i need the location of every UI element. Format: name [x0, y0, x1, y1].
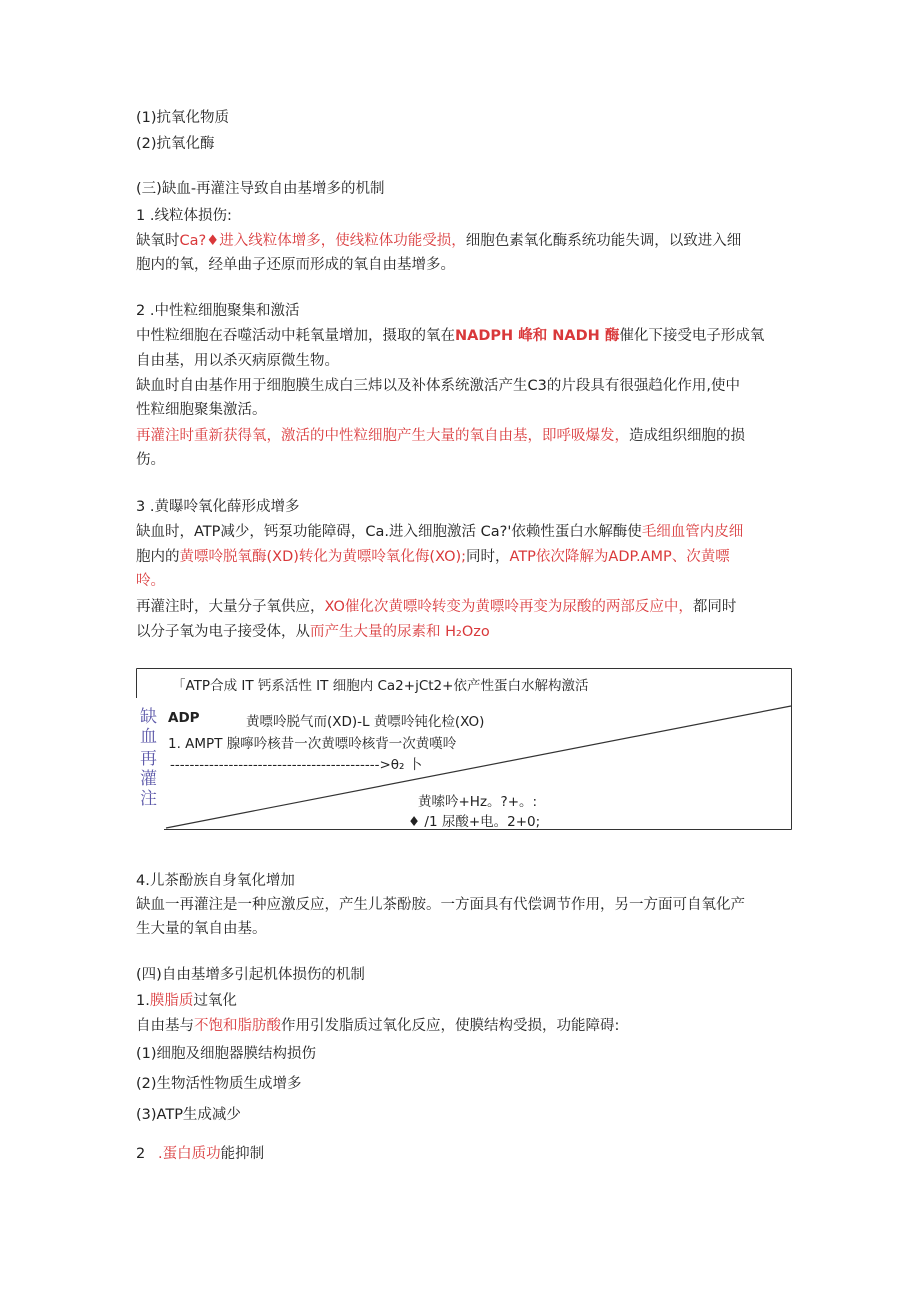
paragraph-line: 自由基与不饱和脂肪酸作用引发脂质过氧化反应，使膜结构受损，功能障碍:	[136, 1018, 620, 1034]
section-heading: (四)自由基增多引起机体损伤的机制	[136, 967, 365, 983]
subheading: 1 .线粒体损伤:	[136, 208, 232, 224]
paragraph-line: 胞内的黄嘌呤脱氧酶(XD)转化为黄嘌呤氧化侮(XO);同时，ATP依次降解为ADP.AMP、次黄嘌	[136, 549, 730, 565]
paragraph-line: 以分子氧为电子接受体，从而产生大量的尿素和 H₂Ozo	[136, 624, 490, 640]
paragraph-line: 中性粒细胞在吞噬活动中耗氧量增加，摄取的氧在NADPH 峰和 NADH 酶催化下接受电子形成氧	[136, 328, 765, 344]
list-item: (1)细胞及细胞器膜结构损伤	[136, 1046, 317, 1062]
subheading: 1.膜脂质过氧化	[136, 993, 237, 1009]
paragraph-line: 再灌注时重新获得氧，激活的中性粒细胞产生大量的氧自由基，即呼吸爆发，造成组织细胞的损	[136, 428, 745, 444]
paragraph-line: 呤。	[136, 573, 165, 589]
subheading: 4.儿茶酚族自身氧化增加	[136, 873, 295, 889]
paragraph-line: 缺血时，ATP减少，钙泵功能障碍，Ca.进入细胞激活 Ca?'依赖性蛋白水解酶使毛细血管内皮细	[136, 524, 744, 540]
side-label-reperfusion: 再 灌 注	[140, 749, 157, 809]
subheading: 3 .黄曝呤氧化薛形成增多	[136, 499, 300, 515]
diagram-top-text: 「ATP合成 IT 钙系活性 IT 细胞内 Ca2+jCt2+依产性蛋白水解构激活	[172, 678, 589, 694]
diagram-line1: 黄嗦吟+Hz。?+。:	[418, 794, 538, 810]
subheading: 2 .中性粒细胞聚集和激活	[136, 303, 300, 319]
paragraph-line: 再灌注时，大量分子氧供应，XO催化次黄嘌呤转变为黄嘌呤再变为尿酸的两部反应中，都同时	[136, 599, 737, 615]
paragraph-line: 胞内的氧，经单曲子还原而形成的氧自由基增多。	[136, 257, 455, 273]
list-item: (2)生物活性物质生成增多	[136, 1076, 302, 1092]
paragraph-line: 生大量的氧自由基。	[136, 921, 267, 937]
paragraph-line: 缺血一再灌注是一种应激反应，产生儿茶酚胺。一方面具有代偿调节作用，另一方面可自氧化产	[136, 897, 745, 913]
side-label-ischemia: 缺 血	[140, 707, 157, 747]
section-heading: (三)缺血-再灌注导致自由基增多的机制	[136, 181, 385, 197]
paragraph-line: 性粒细胞聚集激活。	[136, 402, 267, 418]
diagram-xd-xo: 黄嘌呤脱气而(XD)-L 黄嘌呤钝化检(XO)	[246, 714, 485, 730]
diagram-line2: ♦ /1 尿酸+电。2+0;	[408, 814, 541, 830]
diagram-adp: ADP	[168, 710, 200, 726]
paragraph-line: 缺氧时Ca?♦进入线粒体增多，使线粒体功能受损，细胞色素氧化酶系统功能失调，以致进入细	[136, 233, 742, 249]
paragraph-line: 伤。	[136, 452, 165, 468]
diagram-ampt: 1. AMPT 腺嚀吟核昔一次黄嘌呤核背一次黄嘆呤	[168, 736, 457, 752]
diagram-dashed-arrow: ------------------------------------------->θ₂ 卜	[170, 757, 423, 773]
list-item: (3)ATP生成减少	[136, 1107, 241, 1123]
paragraph-line: 缺血时自由基作用于细胞膜生成白三炜以及补体系统激活产生C3的片段具有很强趋化作用,使中	[136, 378, 740, 394]
subheading: 2 .蛋白质功能抑制	[136, 1146, 265, 1162]
list-item: (1)抗氧化物质	[136, 110, 230, 126]
paragraph-line: 自由基，用以杀灭病原微生物。	[136, 353, 339, 369]
list-item: (2)抗氧化酶	[136, 136, 215, 152]
